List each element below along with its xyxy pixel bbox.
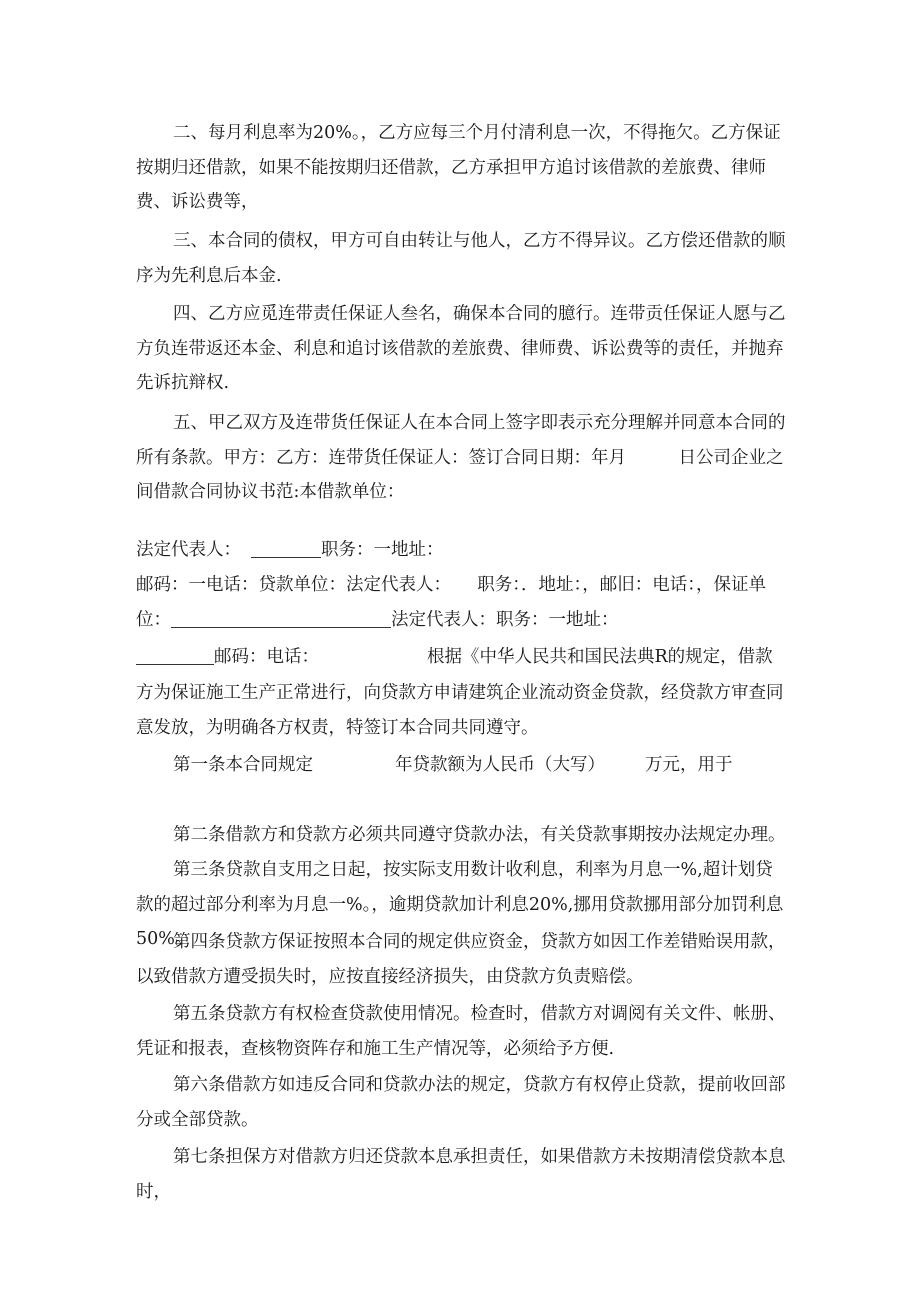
form-line-2: 邮码：一电话：贷款单位：法定代表人： 职务：．地址：，邮旧：电话：，保证单 (136, 575, 766, 595)
article-4-paragraph: 第四条贷款方保证按照本合同的规定供应资金，贷款方如因工作差错贻误用款，以致借款方遭受损失时，应按直接经济损失，由贷款方负责赔偿。 (136, 932, 786, 987)
body-line-2: 意发放，为明确各方权责，特签订本合同共同遵守。 (136, 718, 539, 738)
form-line-4 (136, 640, 773, 675)
article-1-part-a: 第一条本合同规定 (173, 755, 313, 775)
form-line-1 (136, 533, 444, 568)
postcode-blank (136, 644, 214, 665)
guarantor-rep-label: 法定代表人：职务：一地址： (391, 610, 619, 630)
guarantor-unit-blank (171, 607, 391, 628)
article-1-part-b: 年贷款额为人民币（大写） (395, 755, 605, 775)
guarantor-unit-label: 位： (136, 610, 171, 630)
article-7-paragraph: 第七条担保方对借款方归还贷款本息承担责任，如果借款方未按期清偿贷款本息时， (136, 1147, 786, 1202)
article-3-paragraph: 第三条贷款自支用之日起，按实际支用数计收利息，利率为月息一%,超计划贷款的超过部分利率为月息一%。，逾期贷款加计利息20%,挪用贷款挪用部分加罚利息50%。 (136, 860, 784, 949)
legal-basis-text: 根据《中华人民共和国民法典R的规定，借款 (427, 647, 773, 667)
article-5-paragraph: 第五条贷款方有权检查贷款使用情况。检查时，借款方对调阅有关文件、帐册、凭证和报表，查核物资阵存和施工生产情况等，必须给予方便. (136, 1004, 786, 1059)
postcode-phone-label: 邮码：电话： (214, 647, 319, 667)
position-address-label: 职务：一地址： (321, 540, 444, 560)
article-1-line (136, 748, 733, 783)
article-1-part-c: 万元，用于 (645, 755, 733, 775)
article-2-paragraph: 第二条借款方和贷款方必须共同遵守贷款办法，有关贷款事期按办法规定办理。 (173, 825, 786, 845)
clause-2-paragraph: 二、每月利息率为20%。，乙方应每三个月付清利息一次，不得拖欠。乙方保证按期归还借款，如果不能按期归还借款，乙方承担甲方追讨该借款的差旅费、律师费、诉讼费等， (136, 123, 781, 212)
form-line-3 (136, 603, 619, 638)
clause-5-paragraph: 五、甲乙双方及连带货任保证人在本合同上签字即表示充分理解并同意本合同的所有条款。甲方：乙方：连带货任保证人：签订合同日期：年月 日公司企业之间借款合同协议书范:本借款单位： (136, 413, 786, 502)
article-6-paragraph: 第六条借款方如违反合同和贷款办法的规定，贷款方有权停止贷款，提前收回部分或全部贷款。 (136, 1075, 786, 1130)
clause-3-paragraph: 三、本合同的债权，甲方可自由转让与他人，乙方不得异议。乙方偿还借款的顺序为先利息后本金. (136, 231, 786, 286)
body-line-1: 方为保证施工生产正常进行，向贷款方申请建筑企业流动资金贷款，经贷款方审查同 (136, 683, 784, 703)
clause-4-paragraph: 四、乙方应觅连带责任保证人叁名，确保本合同的臆行。连带贡任保证人愿与乙方负连带返还本金、利息和追讨该借款的差旅费、律师费、诉讼费等的责任，并抛弃先诉抗辩权. (136, 304, 786, 393)
legal-rep-blank (251, 537, 321, 558)
legal-rep-label: 法定代表人： (136, 540, 241, 560)
